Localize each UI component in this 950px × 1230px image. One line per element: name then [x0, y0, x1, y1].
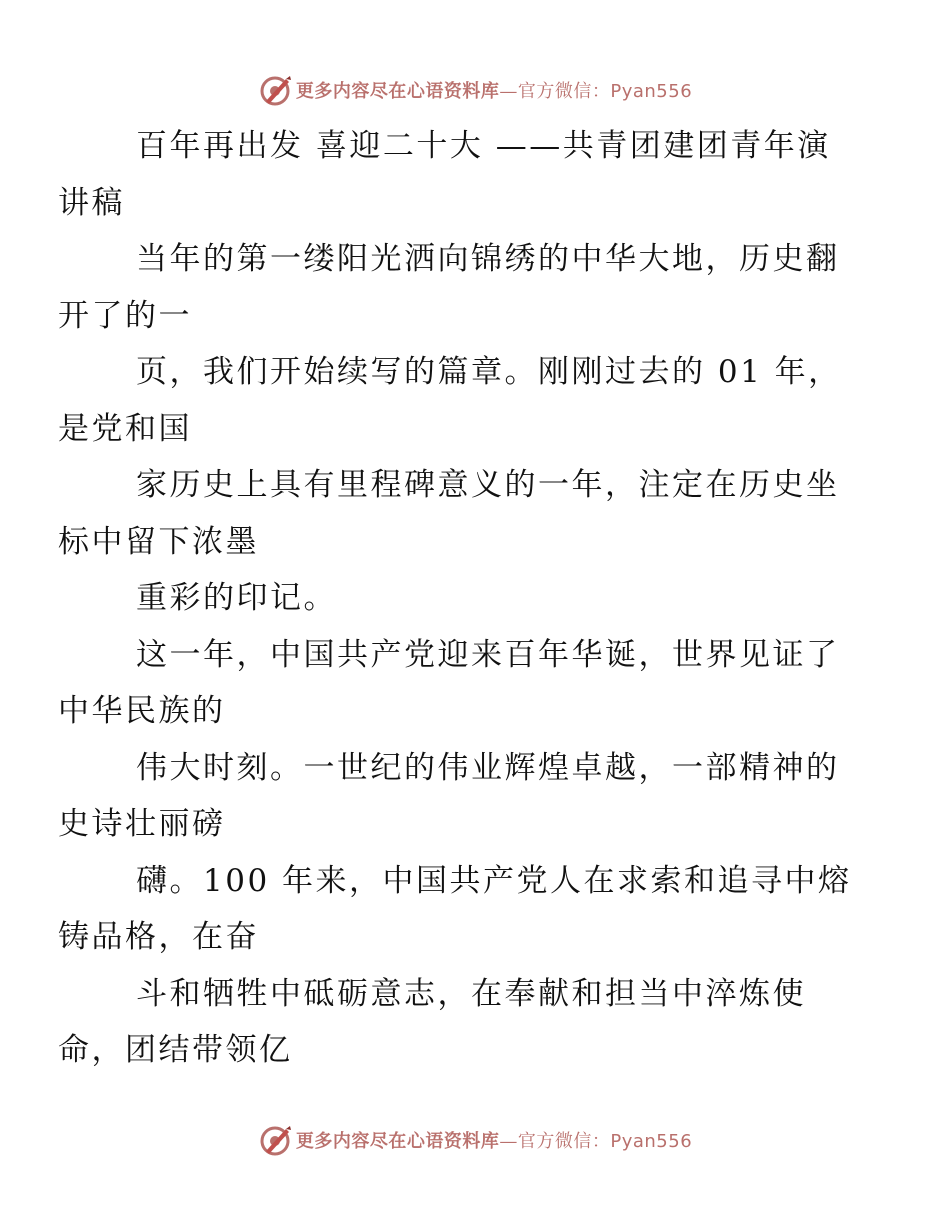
banner-wechat: 官方微信：Pyan556 [517, 1131, 693, 1152]
paragraph [58, 231, 857, 344]
paragraph-line: 开了的一 [58, 297, 192, 334]
banner-slogan: 更多内容尽在心语资料库 [295, 1131, 500, 1152]
document-body [58, 118, 857, 1079]
banner-dash: — [499, 1131, 518, 1152]
paragraph-line: 当年的第一缕阳光洒向锦绣的中华大地，历史翻 [136, 241, 840, 277]
banner-wechat: 官方微信：Pyan556 [517, 81, 693, 102]
paragraph-line: 这一年，中国共产党迎来百年华诞，世界见证了 [136, 636, 840, 673]
paragraph-line: 史诗壮丽磅 [58, 806, 226, 842]
paragraph-line: 讲稿 [58, 184, 125, 221]
paragraph-line: 伟大时刻。一世纪的伟业辉煌卓越，一部精神的 [136, 749, 840, 786]
banner-text [296, 1127, 692, 1153]
paragraph [97, 570, 857, 627]
paragraph [58, 853, 857, 966]
banner-text [296, 77, 692, 103]
paragraph-line: 中华民族的 [58, 693, 226, 729]
paragraph [58, 344, 857, 457]
paragraph-line: 百年再出发 喜迎二十大 ——共青团建团青年演 [136, 128, 831, 164]
paragraph-line: 命，团结带领亿 [58, 1032, 293, 1068]
paragraph-line: 斗和牺牲中砥砺意志，在奉献和担当中淬炼使 [136, 975, 806, 1012]
header-banner [0, 70, 950, 110]
paragraph [58, 966, 857, 1079]
paragraph-line: 重彩的印记。 [136, 580, 337, 616]
paragraph [58, 457, 857, 570]
footer-banner [0, 1120, 950, 1160]
banner-dash: — [499, 81, 518, 102]
paragraph-line: 礴。100 年来，中国共产党人在求索和追寻中熔 [136, 862, 852, 899]
paragraph-line: 家历史上具有里程碑意义的一年，注定在历史坐 [136, 467, 840, 503]
paragraph-line: 页，我们开始续写的篇章。刚刚过去的 01 年， [136, 354, 842, 390]
paragraph [58, 740, 857, 853]
paragraph-line: 是党和国 [58, 410, 192, 447]
paragraph-title [58, 118, 857, 231]
paragraph-line: 铸品格，在奋 [58, 919, 259, 955]
banner-slogan: 更多内容尽在心语资料库 [295, 81, 500, 102]
pen-logo-icon [258, 1123, 292, 1157]
paragraph [58, 627, 857, 740]
pen-logo-icon [258, 73, 292, 107]
paragraph-line: 标中留下浓墨 [58, 523, 259, 560]
